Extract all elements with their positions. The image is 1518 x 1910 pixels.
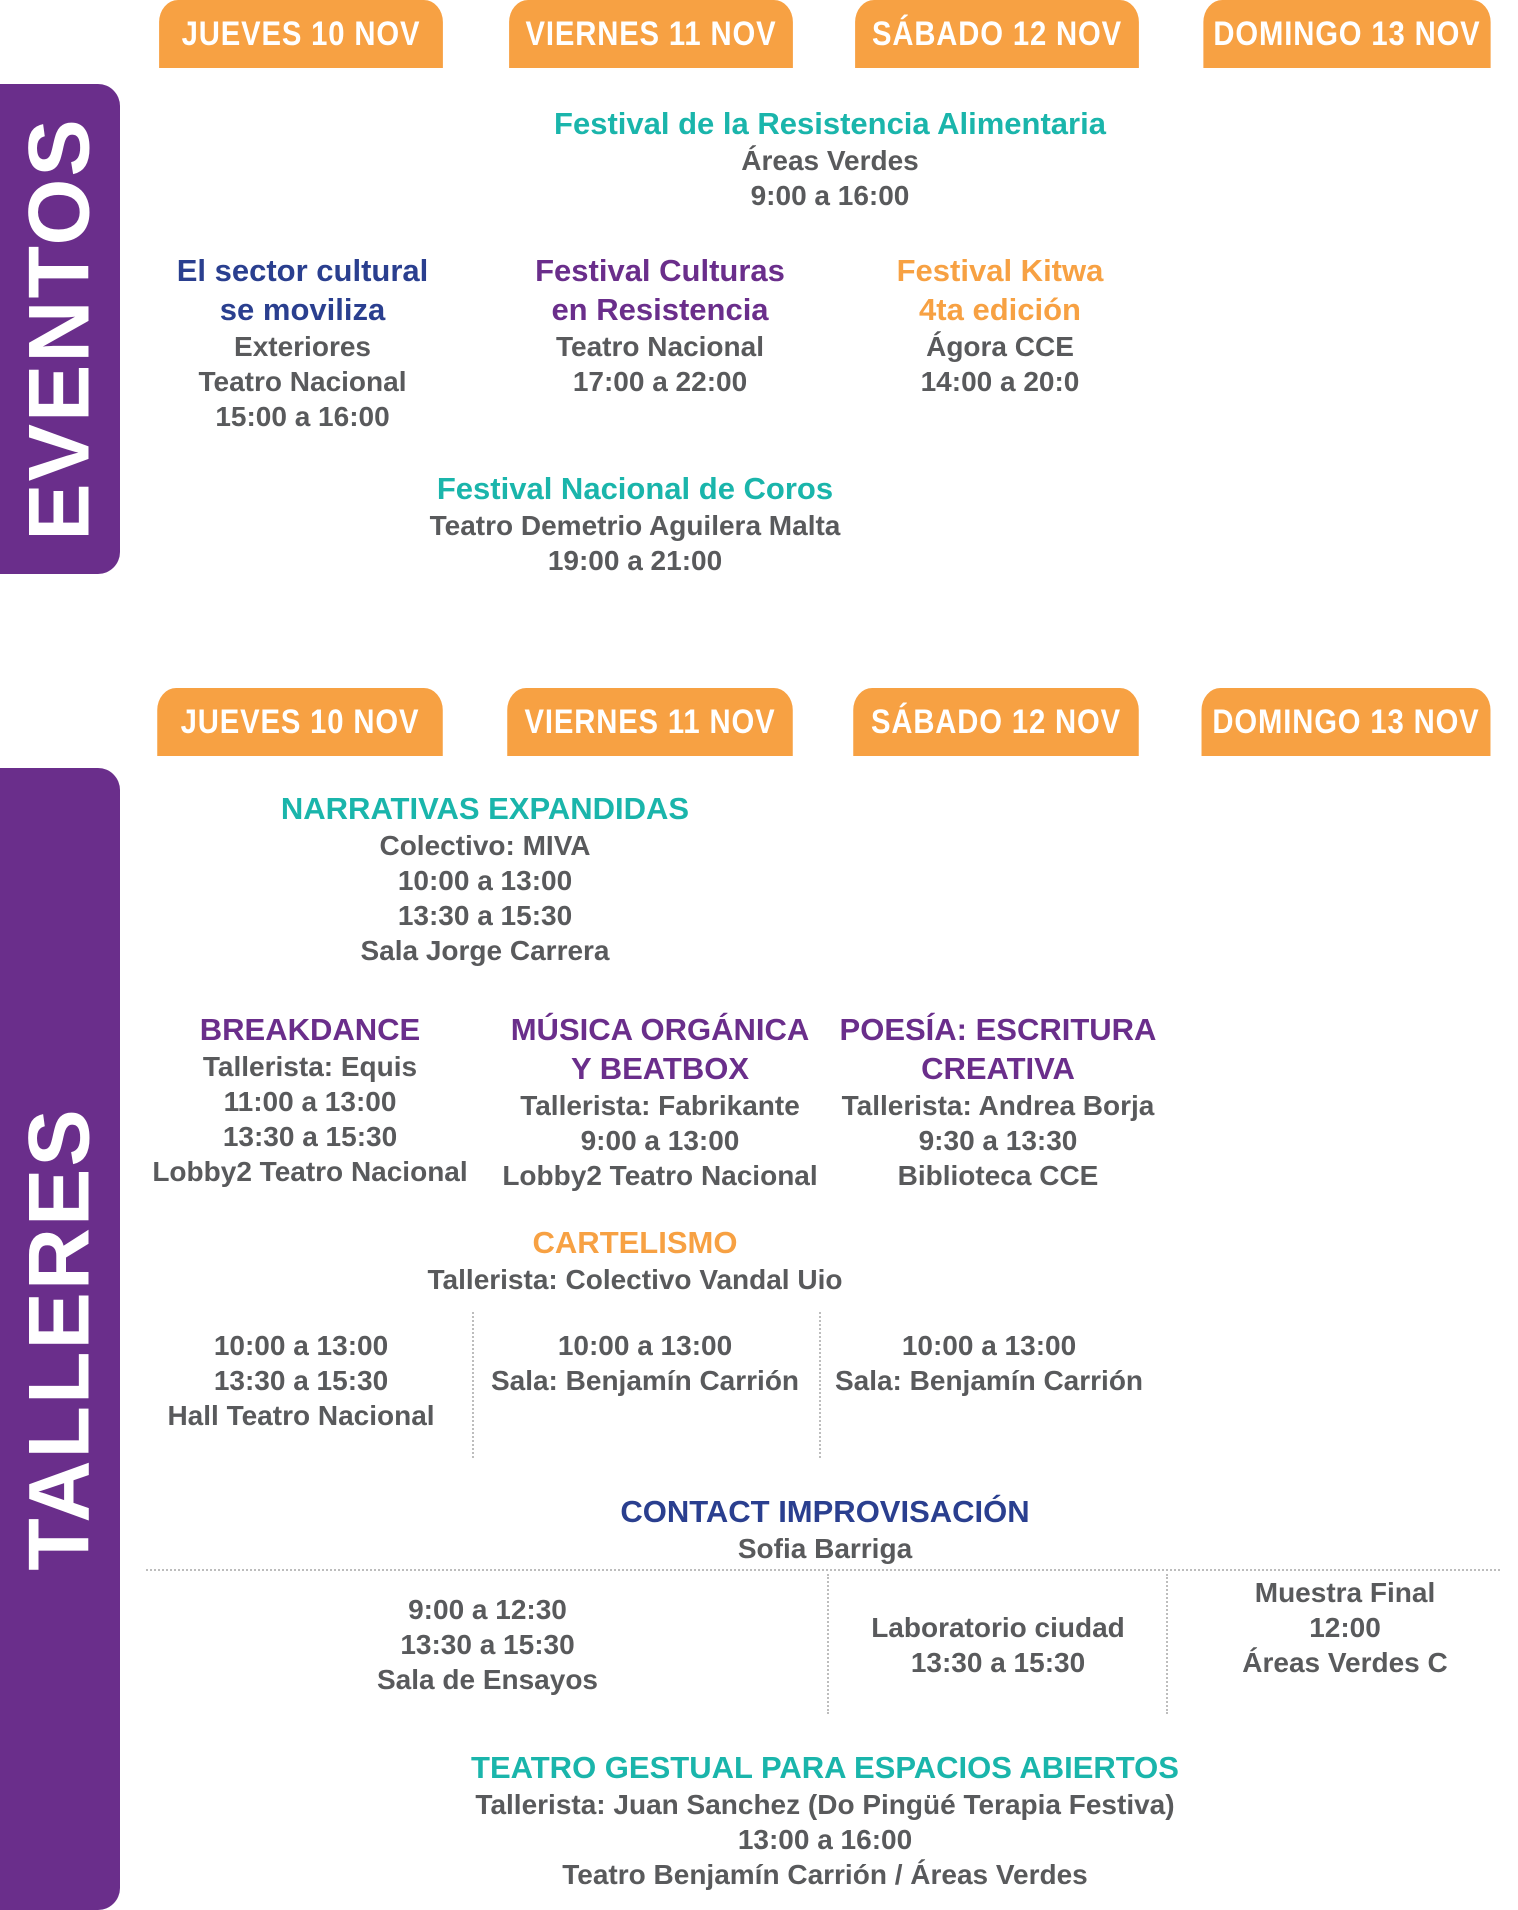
day-tab-viernes: VIERNES 11 NOV [509, 0, 793, 68]
workshop-venue: Lobby2 Teatro Nacional [152, 1156, 468, 1187]
day-tab-sabado: SÁBADO 12 NOV [853, 688, 1139, 756]
workshop-title: NARRATIVAS EXPANDIDAS [280, 791, 690, 826]
event-time: 17:00 a 22:00 [572, 366, 748, 397]
event-sector-cultural [150, 251, 455, 434]
contact-sabado [838, 1610, 1158, 1680]
workshop-time: 10:00 a 13:00 [213, 1330, 389, 1361]
workshop-time: 13:30 a 15:30 [222, 1121, 398, 1152]
event-title: Festival de la Resistencia Alimentaria [554, 106, 1106, 141]
event-title: Festival Nacional de Coros [436, 471, 834, 506]
workshop-time: 9:00 a 13:00 [580, 1125, 740, 1156]
day-tab-domingo: DOMINGO 13 NOV [1203, 0, 1490, 68]
workshop-time: 13:30 a 15:30 [213, 1365, 389, 1396]
event-title-line-2: se moviliza [219, 292, 386, 327]
workshop-title: CARTELISMO [532, 1225, 738, 1260]
event-resistencia-alimentaria [500, 104, 1160, 213]
eventos-side-panel [0, 84, 120, 574]
workshop-venue: Biblioteca CCE [897, 1160, 1099, 1191]
event-venue: Teatro Nacional [556, 331, 764, 362]
workshop-title-line-1: MÚSICA ORGÁNICA [510, 1012, 810, 1047]
workshop-title: TEATRO GESTUAL PARA ESPACIOS ABIERTOS [471, 1750, 1179, 1785]
workshop-time: 13:30 a 15:30 [400, 1629, 575, 1660]
workshop-info: Colectivo: MIVA [379, 830, 591, 861]
workshop-venue: Sala de Ensayos [376, 1664, 598, 1695]
event-venue: Exteriores [234, 331, 371, 362]
workshop-time: 13:30 a 15:30 [397, 900, 573, 931]
event-title-line-1: Festival Kitwa [896, 253, 1104, 288]
workshop-info: Tallerista: Colectivo Vandal Uio [427, 1264, 843, 1295]
event-venue-2: Teatro Nacional [198, 366, 407, 397]
workshop-venue: Lobby2 Teatro Nacional [502, 1160, 818, 1191]
workshop-time: 9:00 a 12:30 [408, 1594, 567, 1625]
workshop-title-line-2: Y BEATBOX [571, 1051, 749, 1086]
workshop-title: CONTACT IMPROVISACIÓN [620, 1494, 1030, 1529]
workshop-contact [560, 1492, 1090, 1566]
workshop-time: 11:00 a 13:00 [223, 1086, 397, 1117]
day-tab-viernes: VIERNES 11 NOV [507, 688, 793, 756]
event-venue: Ágora CCE [926, 331, 1074, 362]
divider [819, 1312, 821, 1458]
workshop-venue: Áreas Verdes C [1242, 1647, 1448, 1678]
workshop-time: 9:30 a 13:30 [918, 1125, 1078, 1156]
event-time: 14:00 a 20:0 [920, 366, 1080, 397]
event-venue: Teatro Demetrio Aguilera Malta [429, 510, 841, 541]
divider [146, 1569, 1500, 1571]
cartelismo-viernes [484, 1328, 806, 1398]
workshop-venue: Hall Teatro Nacional [167, 1400, 435, 1431]
day-tab-sabado: SÁBADO 12 NOV [855, 0, 1139, 68]
workshop-musica-organica [500, 1010, 820, 1193]
event-coros [410, 469, 860, 578]
workshop-info: Tallerista: Juan Sanchez (Do Pingüé Terapia Festiva) [475, 1789, 1175, 1820]
day-tab-domingo: DOMINGO 13 NOV [1202, 688, 1491, 756]
divider [472, 1312, 474, 1458]
event-title-line-1: El sector cultural [176, 253, 429, 288]
workshop-breakdance [150, 1010, 470, 1189]
event-culturas-resistencia [500, 251, 820, 399]
event-time: 15:00 a 16:00 [215, 401, 390, 432]
workshop-teatro-gestual [440, 1748, 1210, 1892]
workshop-info: Tallerista: Equis [202, 1051, 418, 1082]
event-time: 19:00 a 21:00 [547, 545, 723, 576]
workshop-venue: Teatro Benjamín Carrión / Áreas Verdes [562, 1859, 1088, 1890]
event-title-line-1: Festival Culturas [535, 253, 785, 288]
workshop-info: Tallerista: Fabrikante [520, 1090, 800, 1121]
workshop-time: 13:00 a 16:00 [737, 1824, 913, 1855]
talleres-side-panel [0, 768, 120, 1910]
event-festival-kitwa [850, 251, 1150, 399]
divider [1166, 1574, 1168, 1714]
talleres-label: TALLERES [11, 1107, 108, 1571]
workshop-narrativas [270, 789, 700, 968]
workshop-cartelismo [410, 1223, 860, 1297]
workshop-info: Muestra Final [1254, 1577, 1436, 1608]
cartelismo-jueves [140, 1328, 462, 1433]
cartelismo-sabado [828, 1328, 1150, 1398]
workshop-info: Tallerista: Andrea Borja [841, 1090, 1155, 1121]
workshop-time: 10:00 a 13:00 [557, 1330, 733, 1361]
workshop-poesia [838, 1010, 1158, 1193]
workshop-venue: Sala Jorge Carrera [360, 935, 610, 966]
workshop-venue: Sala: Benjamín Carrión [490, 1365, 800, 1396]
workshop-title-line-1: POESÍA: ESCRITURA [839, 1012, 1157, 1047]
contact-jueves-viernes [150, 1592, 825, 1697]
event-title-line-2: en Resistencia [551, 292, 769, 327]
contact-domingo [1180, 1575, 1510, 1680]
workshop-time: 10:00 a 13:00 [397, 865, 573, 896]
divider [827, 1574, 829, 1714]
workshop-time: 12:00 [1309, 1612, 1381, 1643]
event-title-line-2: 4ta edición [919, 292, 1081, 327]
eventos-label: EVENTOS [11, 117, 108, 541]
workshop-time: 13:30 a 15:30 [910, 1647, 1086, 1678]
event-venue: Áreas Verdes [741, 145, 919, 176]
workshop-venue: Sala: Benjamín Carrión [834, 1365, 1144, 1396]
day-tab-jueves: JUEVES 10 NOV [159, 0, 443, 68]
workshop-info: Sofia Barriga [737, 1533, 913, 1564]
workshop-title: BREAKDANCE [199, 1012, 421, 1047]
event-time: 9:00 a 16:00 [750, 180, 910, 211]
workshop-title-line-2: CREATIVA [921, 1051, 1075, 1086]
workshop-info: Laboratorio ciudad [871, 1612, 1125, 1643]
workshop-time: 10:00 a 13:00 [901, 1330, 1077, 1361]
day-tab-jueves: JUEVES 10 NOV [157, 688, 443, 756]
